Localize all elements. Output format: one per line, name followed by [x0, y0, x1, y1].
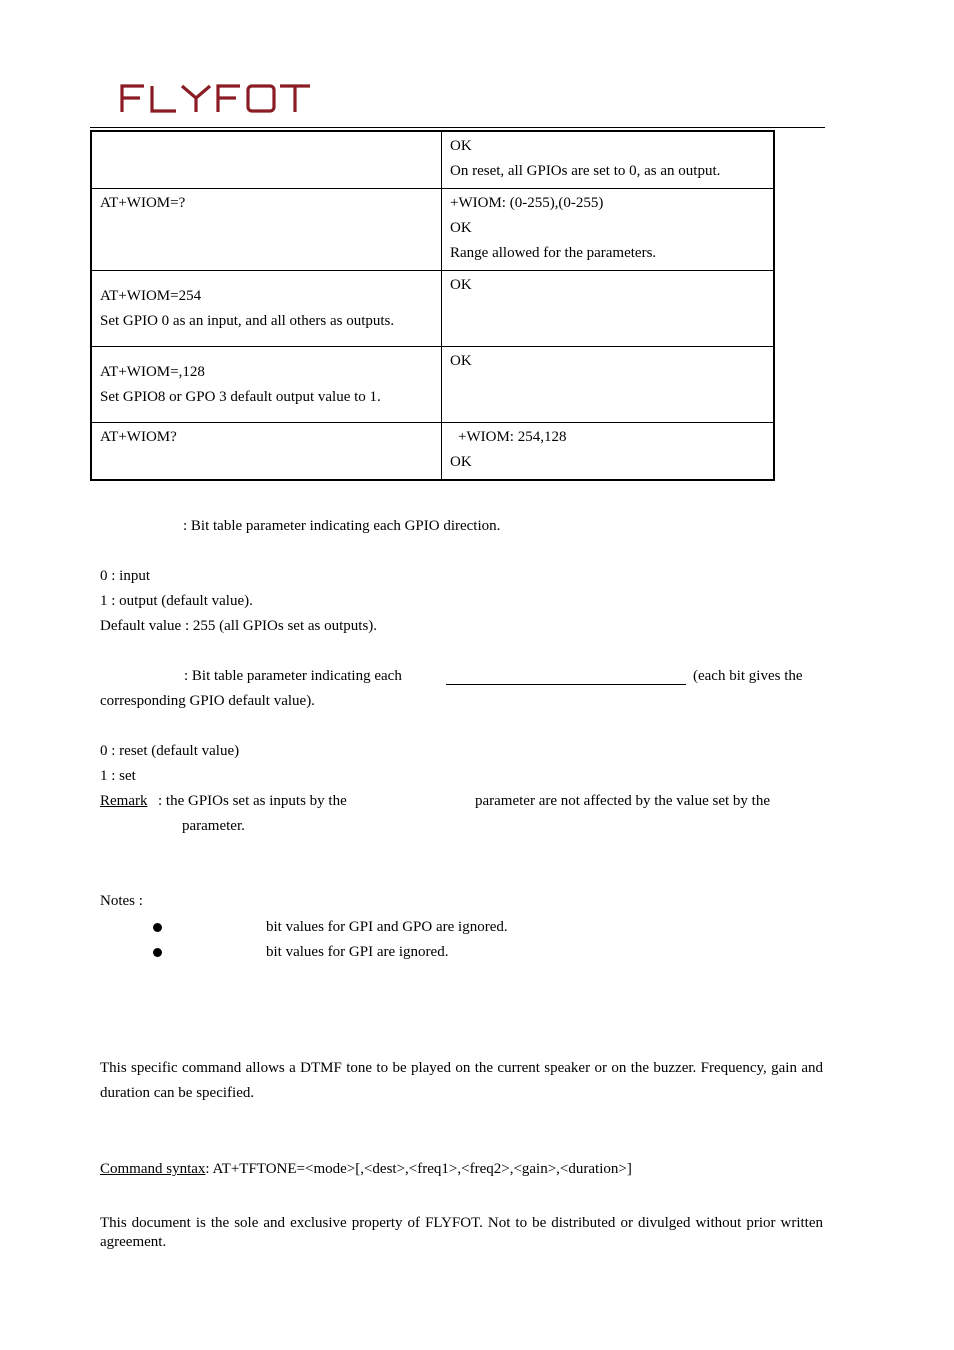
remark-label: Remark	[100, 793, 148, 809]
bullet-icon	[153, 923, 162, 932]
flyfot-logo	[118, 80, 312, 114]
response-cell	[442, 131, 775, 189]
command-cell	[91, 189, 442, 271]
response-line: OK	[450, 353, 472, 369]
gpioval-description-c: corresponding GPIO default value).	[100, 693, 315, 709]
command-line: AT+WIOM=?	[100, 195, 186, 211]
response-cell	[442, 347, 775, 423]
remark-text-b: parameter are not affected by the value set by the	[475, 793, 770, 809]
command-cell	[91, 423, 442, 481]
note-item: bit values for GPI are ignored.	[266, 944, 449, 960]
remark-text-a: : the GPIOs set as inputs by the	[158, 793, 347, 809]
command-line: AT+WIOM?	[100, 429, 177, 445]
response-line: OK	[450, 138, 472, 154]
response-cell	[442, 271, 775, 347]
gpiodir-description: : Bit table parameter indicating each GPIO direction.	[183, 518, 501, 534]
gpioval-description-b: (each bit gives the	[693, 668, 803, 684]
footer-notice: This document is the sole and exclusive property of FLYFOT. Not to be distributed or divulged without prior written agreement.	[100, 1215, 823, 1250]
dir-default: Default value : 255 (all GPIOs set as outputs).	[100, 618, 378, 634]
remark-text-c: parameter.	[182, 818, 245, 834]
notes-label: Notes :	[100, 893, 143, 909]
response-line: +WIOM: 254,128	[458, 429, 567, 445]
response-line: OK	[450, 277, 472, 293]
table-row	[91, 423, 774, 481]
command-cell	[91, 131, 442, 189]
response-cell	[442, 423, 775, 481]
table-row	[91, 189, 774, 271]
header-rule	[90, 127, 825, 128]
table-row	[91, 131, 774, 189]
command-cell	[91, 347, 442, 423]
syntax-label: Command syntax	[100, 1161, 206, 1177]
note-item: bit values for GPI and GPO are ignored.	[266, 919, 508, 935]
dir-value: 1 : output (default value).	[100, 593, 253, 609]
response-line: OK	[450, 454, 472, 470]
command-line: Set GPIO 0 as an input, and all others as outputs.	[100, 313, 395, 329]
response-line: Range allowed for the parameters.	[450, 245, 657, 261]
command-line: AT+WIOM=,128	[100, 364, 205, 380]
val-value: 1 : set	[100, 768, 136, 784]
underline-blank	[446, 670, 686, 685]
response-cell	[442, 189, 775, 271]
response-line: OK	[450, 220, 472, 236]
syntax-value: : AT+TFTONE=<mode>[,<dest>,<freq1>,<freq2>,<gain>,<duration>]	[205, 1161, 632, 1177]
table-row	[91, 271, 774, 347]
command-line: Set GPIO8 or GPO 3 default output value to 1.	[100, 389, 381, 405]
command-table	[90, 130, 775, 481]
val-value: 0 : reset (default value)	[100, 743, 240, 759]
command-cell	[91, 271, 442, 347]
response-line: +WIOM: (0-255),(0-255)	[450, 195, 604, 211]
gpioval-description-a: : Bit table parameter indicating each	[184, 668, 402, 684]
command-syntax	[100, 1157, 632, 1182]
bullet-icon	[153, 948, 162, 957]
command-line: AT+WIOM=254	[100, 288, 202, 304]
tftone-description: This specific command allows a DTMF tone to be played on the current speaker or on the buzzer. Frequency, gain and duration can be specified.	[100, 1060, 823, 1101]
response-line: On reset, all GPIOs are set to 0, as an output.	[450, 163, 721, 179]
dir-value: 0 : input	[100, 568, 151, 584]
table-row	[91, 347, 774, 423]
